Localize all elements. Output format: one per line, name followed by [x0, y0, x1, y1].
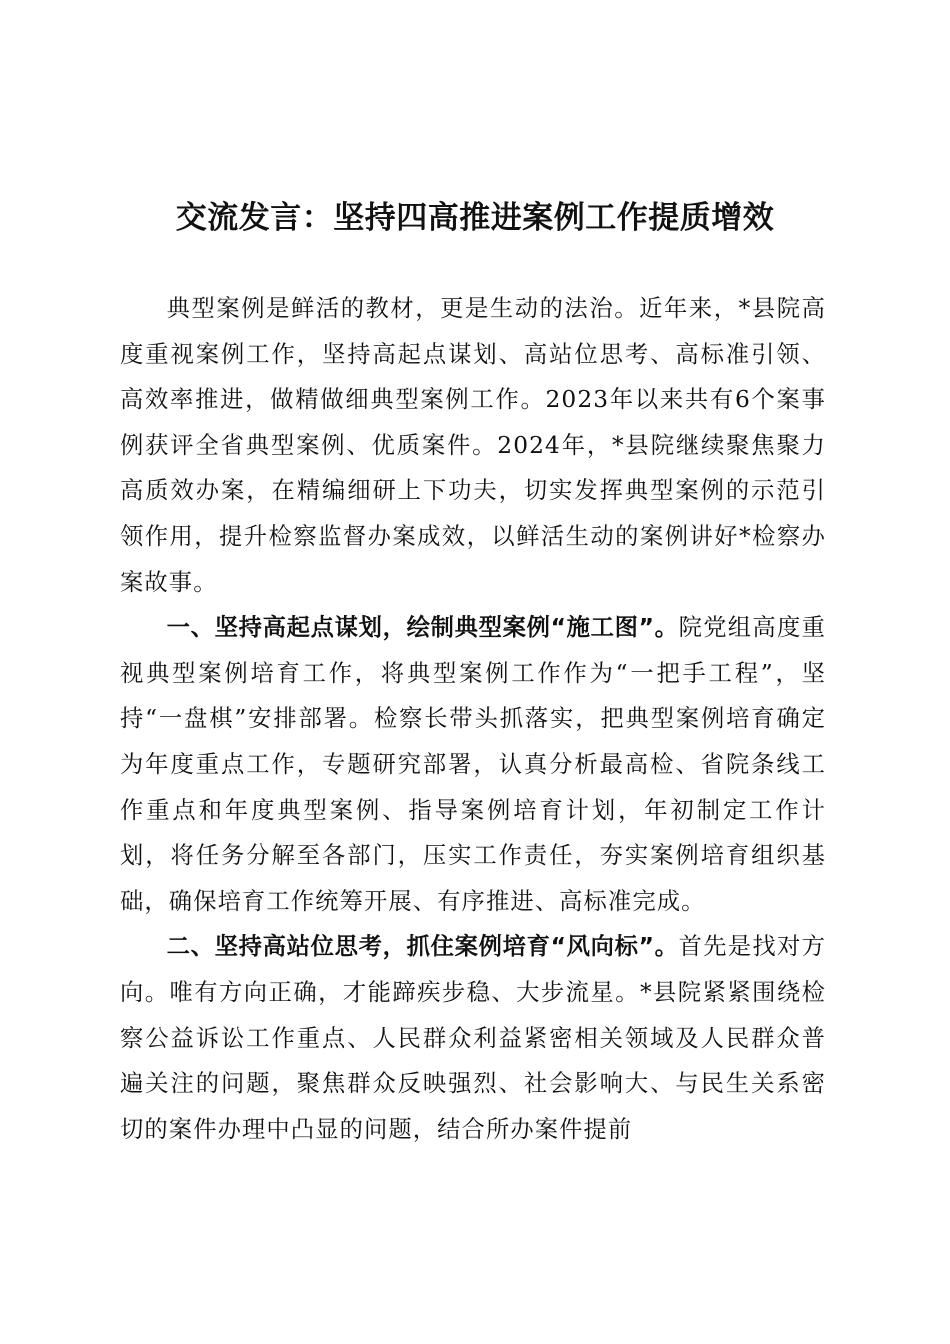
section-2-paragraph	[120, 924, 826, 1152]
section-1-heading: 一、坚持高起点谋划，绘制典型案例“施工图”。	[166, 614, 679, 642]
section-1-text: 院党组高度重视典型案例培育工作，将典型案例工作作为“一把手工程”，坚持“一盘棋”安排部署。检察长带头抓落实，把典型案例培育确定为年度重点工作，专题研究部署，认真分析最高检、省院条线工作重点和年度典型案例、指导案例培育计划，年初制定工作计划，将任务分解至各部门，压实工作责任，夯实案例培育组织基础，确保培育工作统筹开展、有序推进、高标准完成。	[120, 614, 827, 915]
section-2-heading: 二、坚持高站位思考，抓住案例培育“风向标”。	[166, 933, 679, 961]
section-2-text: 首先是找对方向。唯有方向正确，才能蹄疾步稳、大步流星。*县院紧紧围绕检察公益诉讼工作重点、人民群众利益紧密相关领域及人民群众普遍关注的问题，聚焦群众反映强烈、社会影响大、与民生关系密切的案件办理中凸显的问题，结合所办案件提前	[120, 933, 827, 1143]
document-title: 交流发言：坚持四高推进案例工作提质增效	[175, 200, 775, 236]
intro-paragraph: 典型案例是鲜活的教材，更是生动的法治。近年来，*县院高度重视案例工作，坚持高起点谋划、高站位思考、高标准引领、高效率推进，做精做细典型案例工作。2023年以来共有6个案事例获评全省典型案例、优质案件。2024年，*县院继续聚焦聚力高质效办案，在精编细研上下功夫，切实发挥典型案例的示范引领作用，提升检察监督办案成效，以鲜活生动的案例讲好*检察办案故事。	[120, 295, 826, 596]
document-body	[120, 286, 826, 1152]
section-1-paragraph	[120, 605, 826, 924]
